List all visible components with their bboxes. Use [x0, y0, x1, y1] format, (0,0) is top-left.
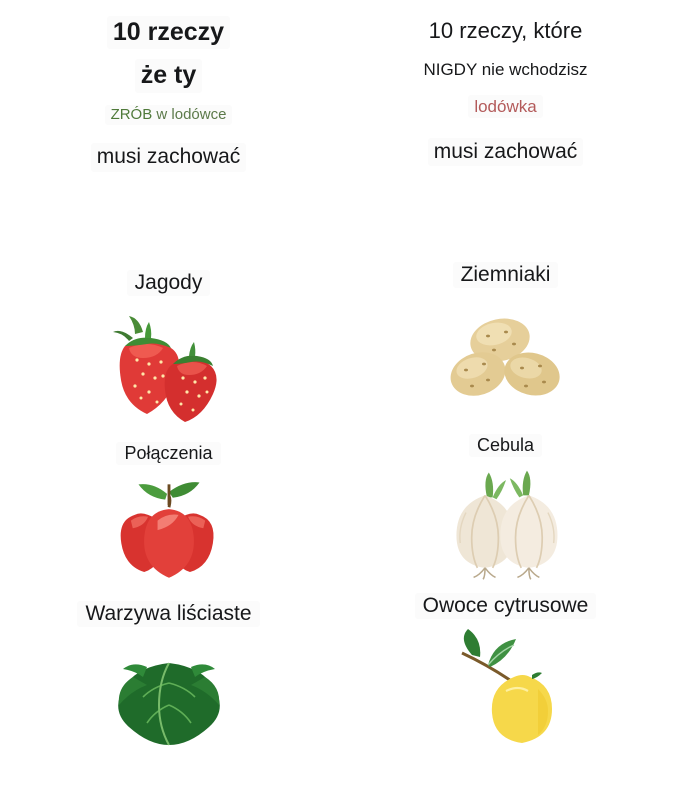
left-green-rest: w lodówce	[152, 105, 227, 123]
right-pink-line: lodówka	[468, 95, 542, 118]
right-item-label-1: Ziemniaki	[453, 262, 559, 288]
left-item-label-1: Jagody	[127, 270, 211, 296]
left-green-line	[105, 105, 233, 126]
onions-icon	[426, 463, 586, 585]
spinach-leaves-icon	[89, 633, 249, 761]
right-header	[337, 0, 674, 166]
right-headline-1: 10 rzeczy, które	[428, 18, 583, 43]
strawberries-icon	[89, 302, 249, 430]
left-footer: musi zachować	[91, 143, 247, 171]
right-headline-2: NIGDY nie wchodzisz	[423, 59, 588, 79]
potatoes-icon	[426, 294, 586, 422]
right-column	[337, 0, 674, 810]
left-green-strong: ZRÓB	[110, 105, 153, 123]
right-footer: musi zachować	[428, 138, 584, 166]
lemon-icon	[426, 625, 586, 753]
apples-icon	[89, 471, 249, 593]
left-header	[0, 0, 337, 172]
list-item	[337, 434, 674, 589]
list-item	[0, 270, 337, 434]
left-item-label-3: Warzywa liściaste	[77, 601, 259, 627]
right-item-label-2: Cebula	[469, 434, 542, 457]
left-headline-2: że ty	[135, 59, 203, 92]
right-item-label-3: Owoce cytrusowe	[415, 593, 597, 619]
list-item	[0, 601, 337, 765]
list-item	[337, 262, 674, 426]
list-item	[337, 593, 674, 757]
list-item	[0, 442, 337, 597]
left-items	[0, 270, 337, 765]
left-item-label-2: Połączenia	[116, 442, 220, 465]
right-items	[337, 262, 674, 757]
left-headline-1: 10 rzeczy	[107, 16, 230, 49]
